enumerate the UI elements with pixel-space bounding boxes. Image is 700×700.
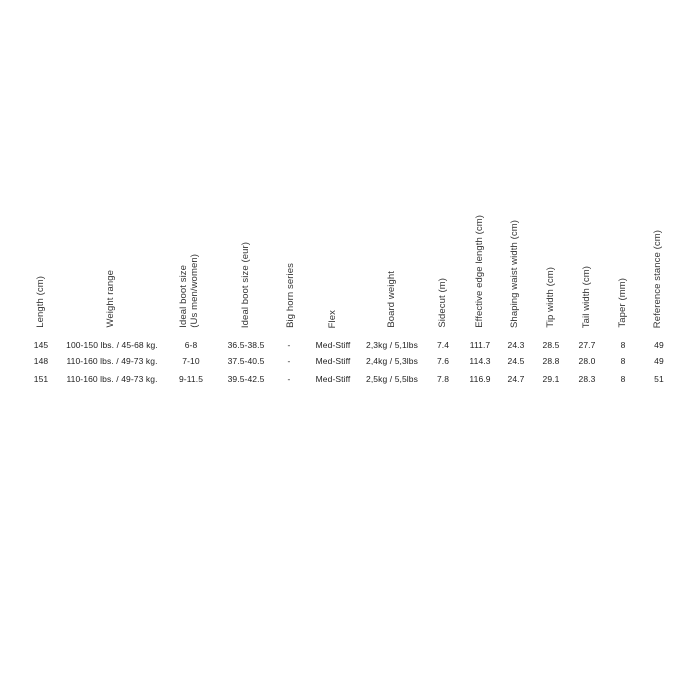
header-weight-range: Weight range (105, 270, 116, 328)
cell-shaping-waist-width: 24.3 (507, 340, 525, 350)
header-board-weight: Board weight (386, 271, 397, 328)
cell-boot-size-us: 9-11.5 (178, 374, 204, 384)
cell-effective-edge-length: 111.7 (469, 340, 491, 350)
header-shaping-waist-width: Shaping waist width (cm) (509, 220, 520, 328)
header-effective-edge-length: Effective edge length (cm) (474, 215, 485, 328)
cell-boot-size-eur: 39.5-42.5 (227, 374, 265, 384)
cell-length: 145 (33, 340, 49, 350)
cell-taper: 8 (620, 340, 626, 350)
cell-boot-size-us: 7-10 (182, 356, 200, 366)
cell-board-weight: 2,3kg / 5,1lbs (366, 340, 418, 350)
header-big-horn-series: Big horn series (285, 263, 296, 328)
header-sidecut: Sidecut (m) (437, 278, 448, 328)
cell-flex: Med-Stiff (315, 374, 351, 384)
cell-boot-size-eur: 36.5-38.5 (227, 340, 265, 350)
cell-taper: 8 (620, 374, 626, 384)
header-tail-width: Tail width (cm) (581, 265, 592, 328)
cell-reference-stance: 49 (654, 356, 664, 366)
cell-sidecut: 7.4 (436, 340, 450, 350)
cell-tail-width: 27.7 (578, 340, 596, 350)
cell-sidecut: 7.8 (436, 374, 450, 384)
header-length: Length (cm) (35, 276, 46, 328)
cell-weight-range: 100-150 lbs. / 45-68 kg. (66, 340, 158, 350)
cell-reference-stance: 51 (654, 374, 664, 384)
cell-boot-size-eur: 37.5-40.5 (227, 356, 265, 366)
header-taper: Taper (mm) (617, 278, 628, 328)
cell-big-horn-series: - (287, 340, 291, 350)
cell-taper: 8 (620, 356, 626, 366)
cell-board-weight: 2,5kg / 5,5lbs (366, 374, 418, 384)
header-ideal-boot-size-us-line2: (Us men/women) (189, 254, 200, 328)
cell-weight-range: 110-160 lbs. / 49-73 kg. (66, 374, 158, 384)
cell-length: 148 (33, 356, 49, 366)
header-ideal-boot-size-us-line1: Ideal boot size (178, 265, 189, 328)
cell-effective-edge-length: 114.3 (469, 356, 491, 366)
cell-tip-width: 28.8 (542, 356, 560, 366)
cell-weight-range: 110-160 lbs. / 49-73 kg. (66, 356, 158, 366)
cell-big-horn-series: - (287, 356, 291, 366)
cell-boot-size-us: 6-8 (184, 340, 198, 350)
cell-tail-width: 28.0 (578, 356, 596, 366)
header-ideal-boot-size-us (178, 254, 200, 328)
cell-flex: Med-Stiff (315, 356, 351, 366)
cell-shaping-waist-width: 24.5 (507, 356, 525, 366)
cell-length: 151 (33, 374, 49, 384)
cell-reference-stance: 49 (654, 340, 664, 350)
cell-big-horn-series: - (287, 374, 291, 384)
cell-effective-edge-length: 116.9 (469, 374, 491, 384)
header-ideal-boot-size-eur: Ideal boot size (eur) (240, 241, 251, 328)
cell-sidecut: 7.6 (436, 356, 450, 366)
header-flex: Flex (327, 309, 338, 328)
cell-tip-width: 29.1 (542, 374, 560, 384)
header-tip-width: Tip width (cm) (545, 267, 556, 328)
cell-tip-width: 28.5 (542, 340, 560, 350)
cell-flex: Med-Stiff (315, 340, 351, 350)
cell-shaping-waist-width: 24.7 (507, 374, 525, 384)
cell-board-weight: 2,4kg / 5,3lbs (366, 356, 418, 366)
header-reference-stance: Reference stance (cm) (652, 229, 663, 328)
cell-tail-width: 28.3 (578, 374, 596, 384)
